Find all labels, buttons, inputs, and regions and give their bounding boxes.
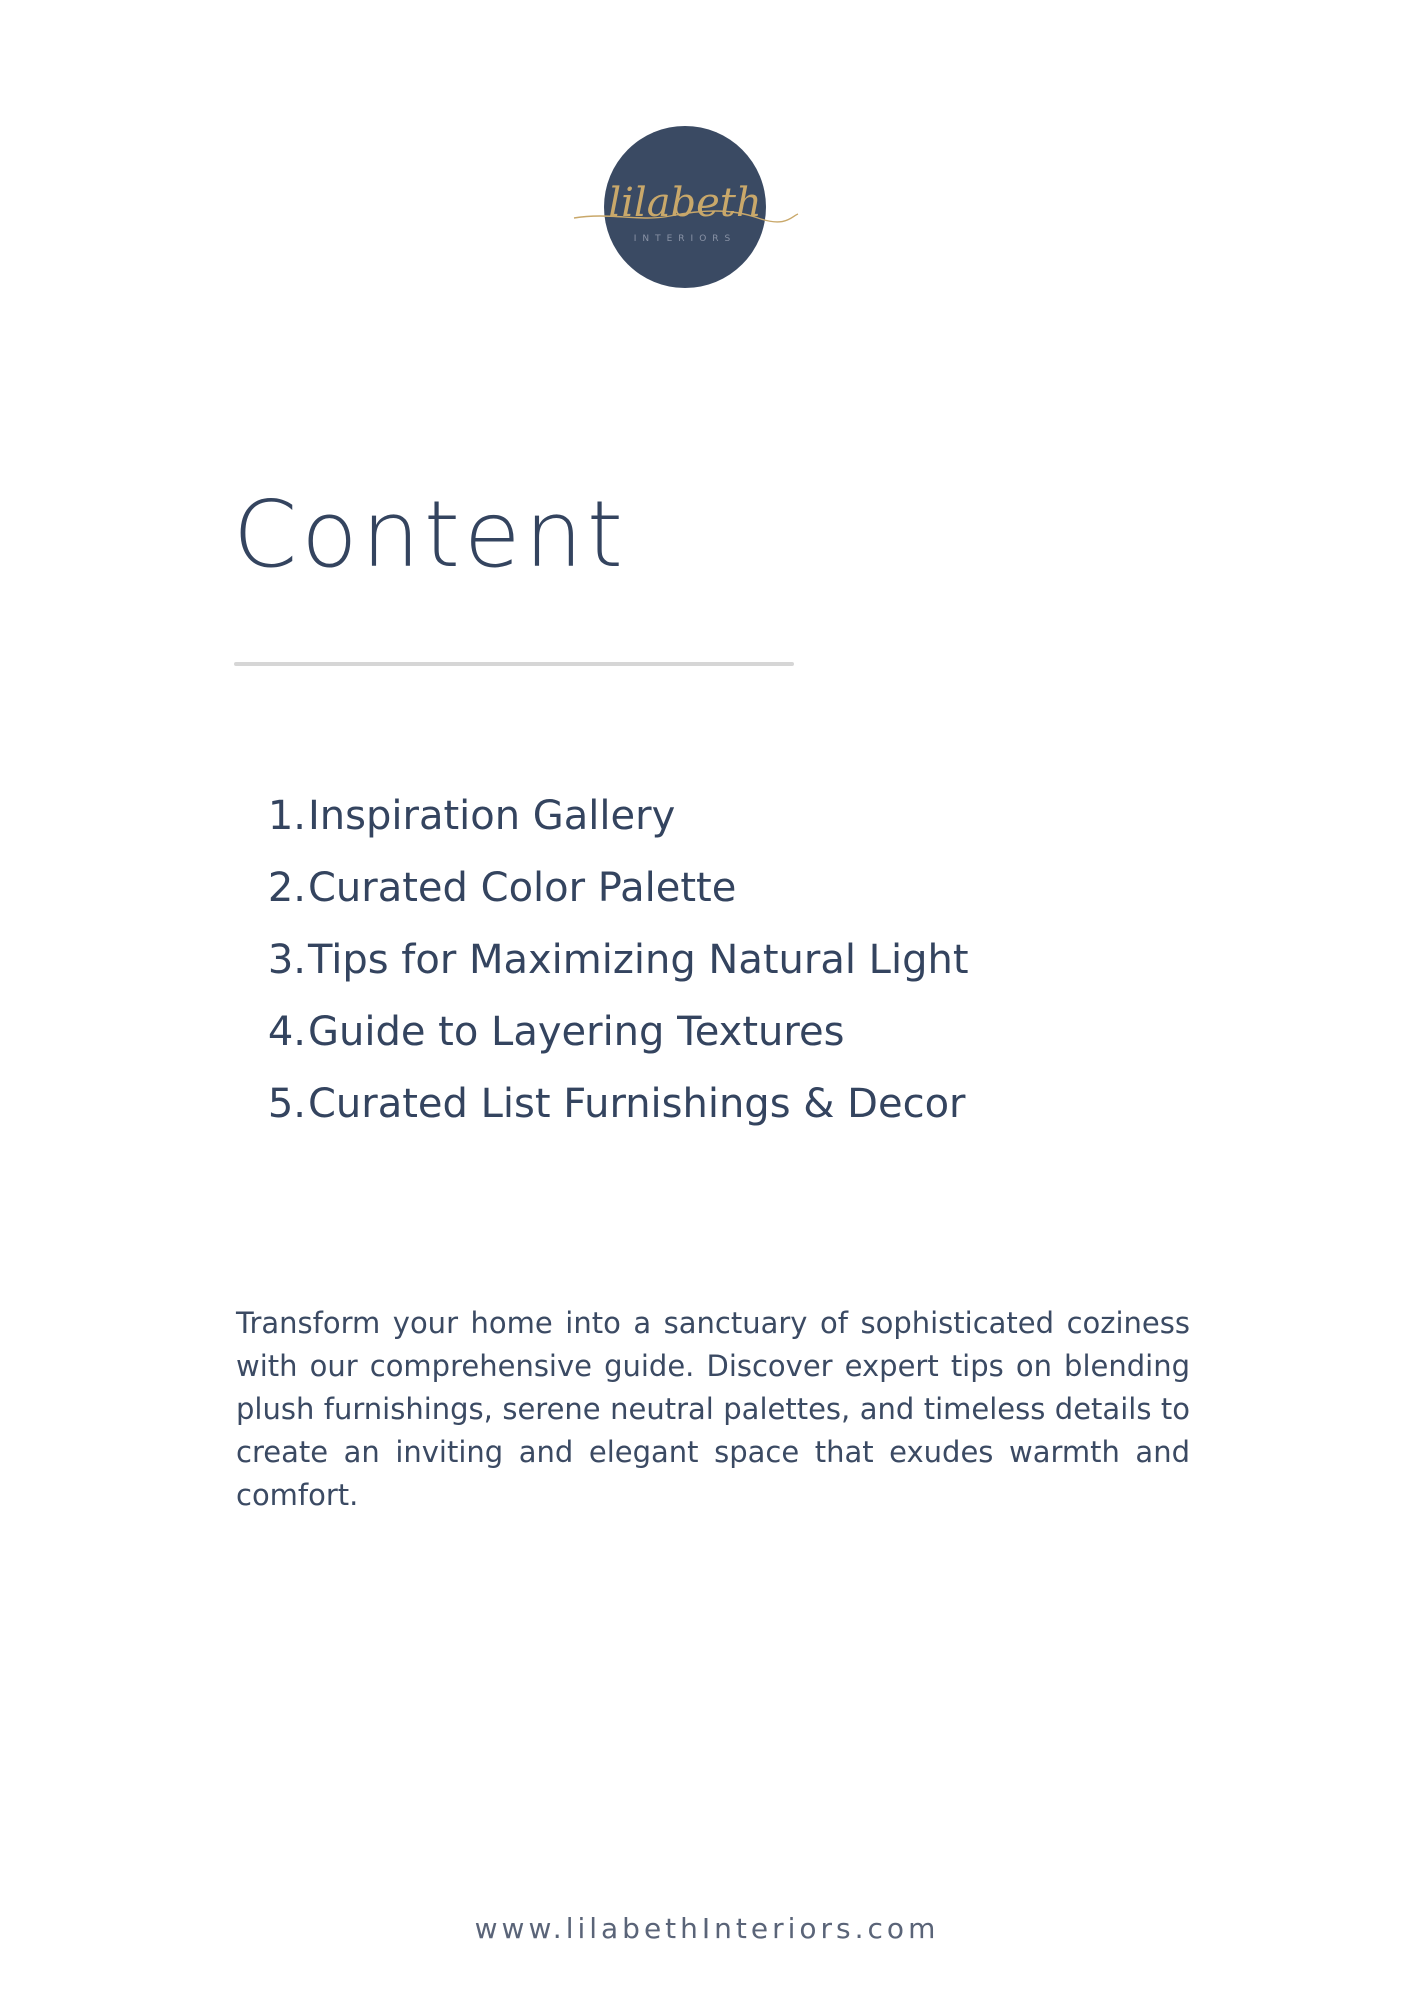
toc-item-color-palette [240, 852, 969, 924]
logo-subtext: INTERIORS [633, 234, 737, 244]
logo-script-text: lilabeth [608, 180, 762, 226]
intro-paragraph: Transform your home into a sanctuary of sophisticated coziness with our comprehensive guide. Discover expert tips on blending plush furnishings, serene neutral palettes, and timeless details to create an inviting and elegant space that exudes warmth and comfort. [236, 1306, 1190, 1512]
toc-number: 5. [267, 1081, 306, 1127]
toc-item-furnishings-decor [240, 1068, 969, 1140]
footer-website: www.lilabethInteriors.com [474, 1912, 940, 1945]
toc-label: Curated List Furnishings & Decor [308, 1081, 966, 1127]
title-divider [234, 662, 794, 666]
toc-item-natural-light [240, 924, 969, 996]
page-title: Content [233, 481, 627, 588]
toc-item-inspiration-gallery [240, 780, 969, 852]
toc-number: 1. [267, 793, 306, 839]
brand-logo-mark [570, 126, 800, 288]
toc-number: 2. [267, 865, 306, 911]
toc-number: 3. [267, 937, 306, 983]
toc-label: Tips for Maximizing Natural Light [308, 937, 969, 983]
toc-label: Inspiration Gallery [308, 793, 676, 839]
toc-number: 4. [267, 1009, 306, 1055]
toc-item-layering-textures [240, 996, 969, 1068]
brand-logo [604, 126, 766, 288]
table-of-contents [240, 780, 969, 1140]
toc-label: Guide to Layering Textures [308, 1009, 845, 1055]
toc-label: Curated Color Palette [308, 865, 737, 911]
